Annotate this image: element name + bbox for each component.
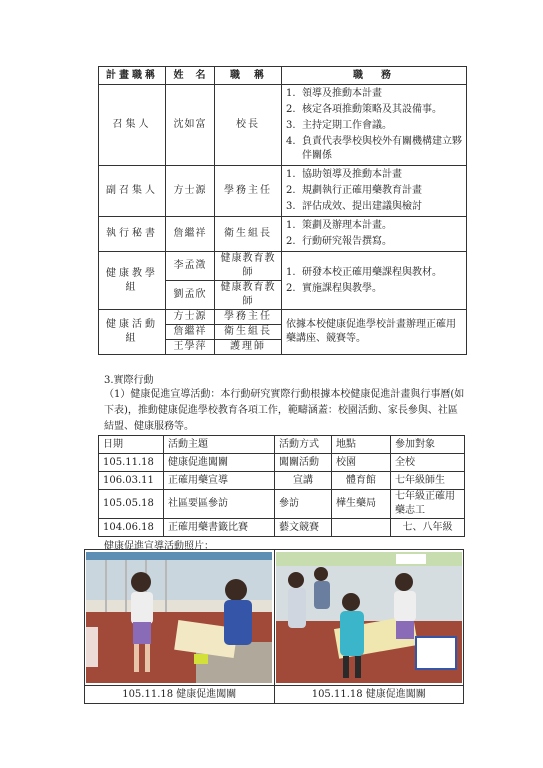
table-cell: 闖關活動: [275, 454, 332, 472]
table-cell: 104.06.18: [99, 519, 164, 537]
table-cell: 參訪: [275, 490, 332, 519]
table-cell: 七年級師生: [391, 472, 465, 490]
role-title: 召集人: [99, 85, 166, 166]
duty-text: 負責代表學校與校外有關機構建立夥伴關係: [302, 136, 462, 161]
duty-text: 規劃執行正確用藥教育計畫: [302, 185, 422, 196]
table-cell: 樺生藥局: [332, 490, 391, 519]
job-position: 校長: [215, 85, 282, 166]
job-position: 護理師: [215, 340, 282, 355]
activity-photo-2: [276, 552, 462, 683]
table-cell: 正確用藥宣導: [164, 472, 275, 490]
person-name: 詹繼祥: [166, 217, 215, 252]
table-cell: 全校: [391, 454, 465, 472]
table-row: [99, 472, 465, 490]
person-name: 李孟澂: [166, 252, 215, 281]
table-cell: 七、八年級: [391, 519, 465, 537]
duty-number: 1.: [286, 169, 296, 180]
person-name: 王學萍: [166, 340, 215, 355]
table-cell: 藝文競賽: [275, 519, 332, 537]
duty-number: 3.: [286, 120, 296, 131]
duties-cell: [282, 217, 467, 252]
table-cell: 校園: [332, 454, 391, 472]
duty-text: 協助領導及推動本計畫: [302, 169, 402, 180]
section-heading: 3.實際行動: [104, 375, 154, 386]
table-cell: 105.11.18: [99, 454, 164, 472]
person-name: 方士源: [166, 166, 215, 217]
person-name: 方士源: [166, 310, 215, 325]
job-position: 學務主任: [215, 166, 282, 217]
role-title: 健康活動組: [99, 310, 166, 355]
table-cell: 105.05.18: [99, 490, 164, 519]
duties-cell: [282, 166, 467, 217]
person-name: 詹繼祥: [166, 325, 215, 340]
duty-number: 2.: [286, 282, 296, 294]
col-header: 職 務: [282, 67, 467, 85]
duty-number: 2.: [286, 104, 296, 115]
duty-number: 1.: [286, 266, 296, 278]
duties-cell: [282, 252, 467, 310]
duty-text: 依據本校健康促進學校計畫辦理正確用藥講座、競賽等。: [282, 310, 467, 355]
job-position: 健康教育教師: [215, 281, 282, 310]
col-header: 參加對象: [391, 436, 465, 454]
col-header: 姓 名: [166, 67, 215, 85]
table-cell: [332, 519, 391, 537]
duty-text: 實施課程與教學。: [302, 282, 382, 294]
role-title: 副召集人: [99, 166, 166, 217]
photo-caption: 105.11.18 健康促進闖關: [85, 686, 275, 704]
duty-number: 1.: [286, 220, 296, 231]
table-cell: 正確用藥書籤比賽: [164, 519, 275, 537]
table-row: [99, 310, 467, 325]
col-header: 活動主題: [164, 436, 275, 454]
duty-text: 策劃及辦理本計畫。: [302, 220, 392, 231]
table-cell: 健康促進闖關: [164, 454, 275, 472]
person-name: 劉孟欣: [166, 281, 215, 310]
role-title: 健康教學組: [99, 252, 166, 310]
table-row: [99, 454, 465, 472]
role-title: 執行秘書: [99, 217, 166, 252]
activity-table: [98, 435, 465, 537]
duty-number: 3.: [286, 201, 296, 212]
job-position: 健康教育教師: [215, 252, 282, 281]
duty-text: 行動研究報告撰寫。: [302, 236, 392, 247]
job-position: 衛生組長: [215, 325, 282, 340]
photo-row: [85, 550, 464, 686]
table-row: [99, 490, 465, 519]
photo-cell: [85, 550, 275, 686]
duty-text: 主持定期工作會議。: [302, 120, 392, 131]
staff-table: [98, 66, 467, 355]
job-position: 衛生組長: [215, 217, 282, 252]
duty-number: 2.: [286, 236, 296, 247]
photo-table: [84, 549, 464, 704]
col-header: 計畫職稱: [99, 67, 166, 85]
col-header: 職 稱: [215, 67, 282, 85]
duty-text: 領導及推動本計畫: [302, 88, 382, 99]
photo-intro: 健康促進宣導活動照片：: [104, 541, 214, 552]
table-row: [99, 166, 467, 217]
duty-number: 4.: [286, 136, 296, 147]
table-cell: 宣講: [275, 472, 332, 490]
table-row: [99, 519, 465, 537]
table-header-row: [99, 436, 465, 454]
table-row: [99, 217, 467, 252]
duty-text: 評估成效、提出建議與檢討: [302, 201, 422, 212]
col-header: 活動方式: [275, 436, 332, 454]
table-cell: 七年級正確用藥志工: [391, 490, 465, 519]
photo-caption: 105.11.18 健康促進闖關: [274, 686, 464, 704]
photo-cell: [274, 550, 464, 686]
table-row: [99, 85, 467, 166]
table-row: [99, 252, 467, 281]
caption-row: [85, 686, 464, 704]
col-header: 地點: [332, 436, 391, 454]
duty-text: 研發本校正確用藥課程與教材。: [302, 266, 442, 278]
table-cell: 106.03.11: [99, 472, 164, 490]
body-paragraph: （1）健康促進宣導活動：本行動研究實際行動根據本校健康促進計畫與行事曆(如下表)，推動健康促進學校教育各項工作，範疇涵蓋：校園活動、家長參與、社區結盟、健康服務等。: [104, 389, 465, 432]
table-header-row: [99, 67, 467, 85]
activity-photo-1: [86, 552, 272, 683]
job-position: 學務主任: [215, 310, 282, 325]
duties-cell: [282, 85, 467, 166]
duty-number: 1.: [286, 88, 296, 99]
table-cell: 社區要區參訪: [164, 490, 275, 519]
col-header: 日期: [99, 436, 164, 454]
duty-number: 2.: [286, 185, 296, 196]
table-cell: 體育館: [332, 472, 391, 490]
duty-text: 核定各項推動策略及其設備事。: [302, 104, 442, 115]
person-name: 沈如富: [166, 85, 215, 166]
